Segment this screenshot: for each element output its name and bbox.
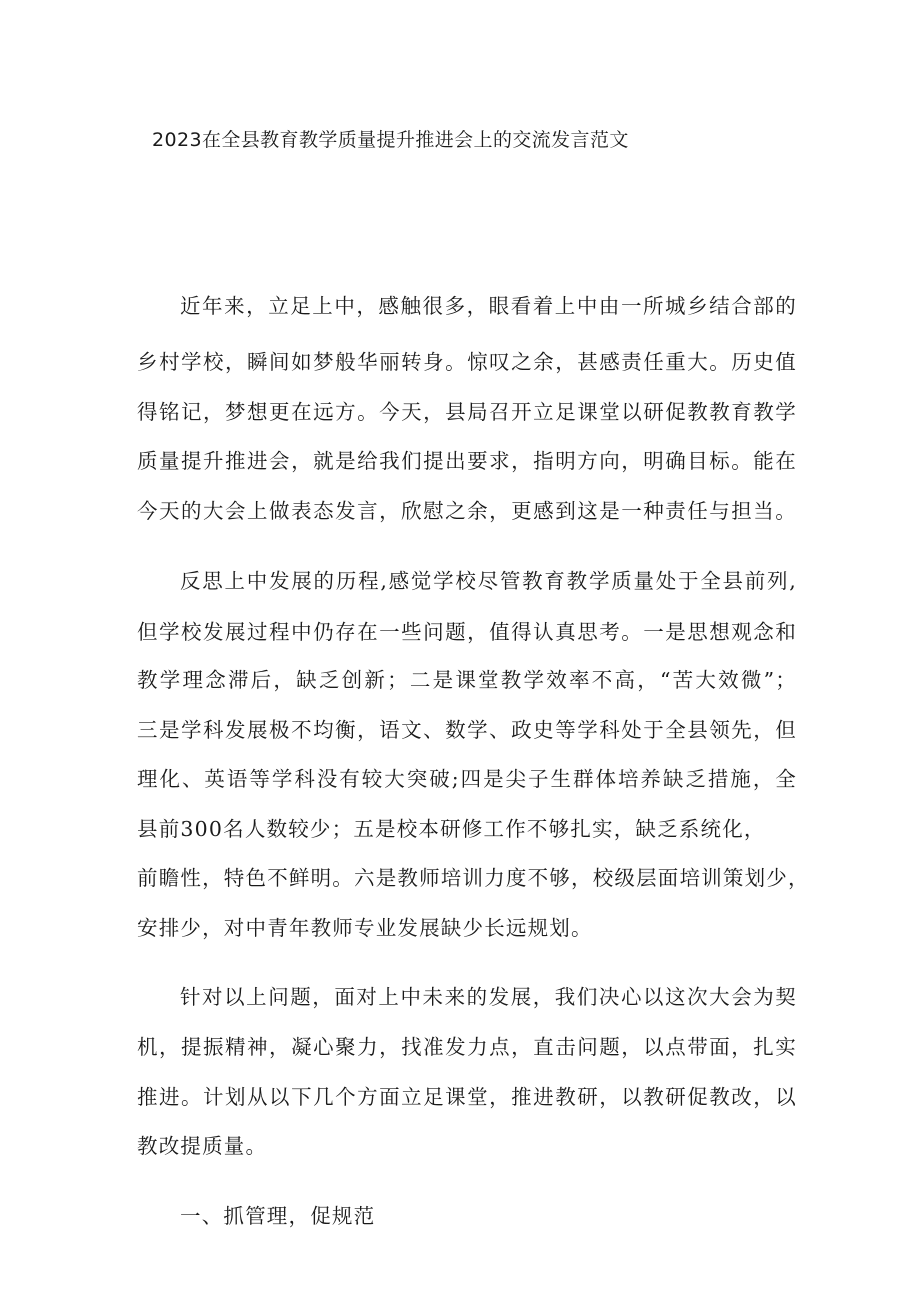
paragraph-line: 理化、英语等学科没有较大突破;四是尖子生群体培养缺乏措施，全 [137, 767, 797, 791]
document-title: 2023在全县教育教学质量提升推进会上的交流发言范文 [152, 129, 629, 151]
paragraph-line: 近年来，立足上中，感触很多，眼看着上中由一所城乡结合部的 [180, 294, 797, 318]
paragraph-line: 机，提振精神，凝心聚力，找准发力点，直击问题，以点带面，扎实 [137, 1035, 797, 1059]
section-heading: 一、抓管理，促规范 [180, 1204, 376, 1228]
paragraph-line: 前瞻性，特色不鲜明。六是教师培训力度不够，校级层面培训策划少， [137, 866, 810, 890]
paragraph-line: 推进。计划从以下几个方面立足课堂，推进教研，以教研促教改，以 [137, 1085, 797, 1109]
paragraph-line: 安排少，对中青年教师专业发展缺少长远规划。 [137, 916, 593, 940]
paragraph-line: 教学理念滞后，缺乏创新；二是课堂教学效率不高，“苦大效微”； [137, 668, 797, 692]
paragraph-line: 县前300名人数较少；五是校本研修工作不够扎实，缺乏系统化， [137, 817, 766, 841]
paragraph-line: 今天的大会上做表态发言，欣慰之余，更感到这是一种责任与担当。 [137, 499, 797, 523]
paragraph-line: 但学校发展过程中仍存在一些问题，值得认真思考。一是思想观念和 [137, 620, 797, 644]
paragraph-line: 教改提质量。 [137, 1134, 268, 1158]
paragraph-line: 三是学科发展极不均衡，语文、数学、政史等学科处于全县领先，但 [137, 718, 797, 742]
paragraph-line: 反思上中发展的历程,感觉学校尽管教育教学质量处于全县前列, [180, 569, 797, 593]
paragraph-line: 得铭记，梦想更在远方。今天，县局召开立足课堂以研促教教育教学 [137, 400, 797, 424]
paragraph-line: 针对以上问题，面对上中未来的发展，我们决心以这次大会为契 [180, 985, 797, 1009]
paragraph-line: 质量提升推进会，就是给我们提出要求，指明方向，明确目标。能在 [137, 449, 797, 473]
paragraph-line: 乡村学校，瞬间如梦般华丽转身。惊叹之余，甚感责任重大。历史值 [137, 350, 797, 374]
